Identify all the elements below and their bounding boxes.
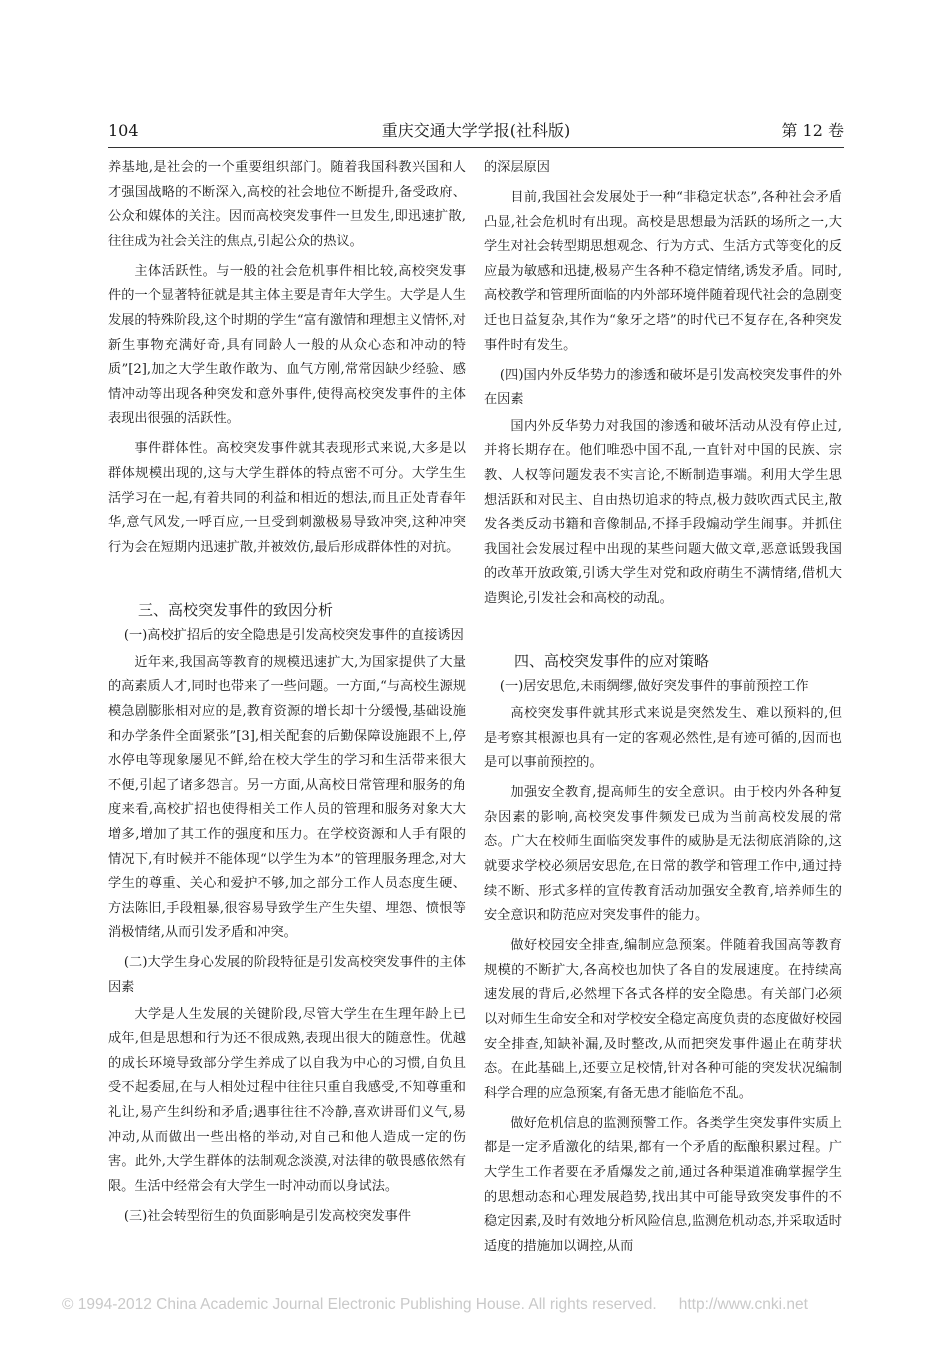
paragraph: 事件群体性。高校突发事件就其表现形式来说,大多是以群体规模出现的,这与大学生群体的特点密不可分。大学生生活学习在一起,有着共同的利益和相近的想法,而且正处青春年华,意气风发,一呼百应,一旦受到刺激极易导致冲突,这种冲突行为会在短期内迅速扩散,并被效仿,最后形成群体性的对抗。 (108, 441, 466, 555)
paragraph: 养基地,是社会的一个重要组织部门。随着我国科教兴国和人才强国战略的不断深入,高校的社会地位不断提升,备受政府、公众和媒体的关注。因而高校突发事件一旦发生,即迅速扩散,往往成为社会关注的焦点,引起公众的热议。 (108, 160, 466, 249)
paragraph: 高校突发事件就其形式来说是突然发生、难以预料的,但是考察其根源也具有一定的客观必然性,是有迹可循的,因而也是可以事前预控的。 (484, 706, 842, 771)
subsection-heading: (三)社会转型衍生的负面影响是引发高校突发事件 (123, 1208, 412, 1224)
journal-title: 重庆交通大学学报(社科版) (381, 121, 571, 140)
paragraph: 目前,我国社会发展处于一种“非稳定状态”,各种社会矛盾凸显,社会危机时有出现。高校是思想最为活跃的场所之一,大学生对社会转型期思想观念、行为方式、生活方式等变化的反应最为敏感和迅捷,极易产生各种不稳定情绪,诱发矛盾。同时,高校教学和管理所面临的内外部环境伴随着现代社会的急剧变迁也日益复杂,其作为“象牙之塔”的时代已不复存在,各种突发事件时有发生。 (484, 189, 842, 353)
running-header (108, 118, 844, 148)
page-number: 104 (108, 121, 139, 140)
spacer (484, 617, 842, 637)
paragraph: 做好校园安全排查,编制应急预案。伴随着我国高等教育规模的不断扩大,各高校也加快了各自的发展速度。在持续高速发展的背后,必然埋下各式各样的安全隐患。有关部门必须以对师生生命安全和对学校安全稳定高度负责的态度做好校园安全排查,知缺补漏,及时整改,从而把突发事件遏止在萌芽状态。在此基础上,还要立足校情,针对各种可能的突发状况编制科学合理的应急预案,有备无患才能临危不乱。 (484, 938, 842, 1101)
paragraph: 国内外反华势力对我国的渗透和破坏活动从没有停止过,并将长期存在。他们唯恐中国不乱,一直针对中国的民族、宗教、人权等问题发表不实言论,不断制造事端。利用大学生思想活跃和对民主、自由热切追求的特点,极力鼓吹西式民主,散发各类反动书籍和音像制品,不择手段煽动学生闹事。并抓住我国社会发展过程中出现的某些问题大做文章,恶意诋毁我国的改革开放政策,引诱大学生对党和政府萌生不满情绪,借机大造舆论,引发社会和高校的动乱。 (484, 418, 842, 606)
left-column (108, 156, 466, 1231)
subsection-heading: (四)国内外反华势力的渗透和破坏是引发高校突发事件的外在因素 (484, 367, 842, 408)
paragraph: 加强安全教育,提高师生的安全意识。由于校内外各种复杂因素的影响,高校突发事件频发已成为当前高校发展的常态。广大在校师生面临突发事件的威胁是无法彻底消除的,这就要求学校必须居安思危,在日常的教学和管理工作中,通过持续不断、形式多样的宣传教育活动加强安全教育,培养师生的安全意识和防范应对突发事件的能力。 (484, 785, 842, 924)
right-column (484, 156, 842, 1265)
section-heading: 四、高校突发事件的应对策略 (514, 651, 710, 670)
copyright-text: © 1994-2012 China Academic Journal Electronic Publishing House. All rights reserved. (62, 1296, 657, 1313)
spacer (108, 566, 466, 586)
paragraph: 的深层原因 (484, 160, 550, 175)
copyright-footer (62, 1296, 882, 1314)
paragraph: 近年来,我国高等教育的规模迅速扩大,为国家提供了大量的高素质人才,同时也带来了一些问题。一方面,“与高校生源规模急剧膨胀相对应的是,教育资源的增长却十分缓慢,基础设施和办学条件全面紧张”[3],相关配套的后勤保障设施跟不上,停水停电等现象屡见不鲜,给在校大学生的学习和生活带来很大不便,引起了诸多怨言。另一方面,从高校日常管理和服务的角度来看,高校扩招也使得相关工作人员的管理和服务对象大大增多,增加了其工作的强度和压力。在学校资源和人手有限的情况下,有时候并不能体现“以学生为本”的管理服务理念,对大学生的尊重、关心和爱护不够,加之部分工作人员态度生硬、方法陈旧,手段粗暴,很容易导致学生产生失望、埋怨、愤恨等消极情绪,从而引发矛盾和冲突。 (108, 654, 466, 941)
paragraph: 做好危机信息的监测预警工作。各类学生突发事件实质上都是一定矛盾激化的结果,都有一个矛盾的酝酿积累过程。广大学生工作者要在矛盾爆发之前,通过各种渠道准确掌握学生的思想动态和心理发展趋势,找出其中可能导致突发事件的不稳定因素,及时有效地分析风险信息,监测危机动态,并采取适时适度的措施加以调控,从而 (484, 1115, 842, 1254)
volume-label: 第 12 卷 (781, 121, 844, 140)
subsection-heading: (一)居安思危,未雨绸缪,做好突发事件的事前预控工作 (499, 679, 809, 695)
cnki-link[interactable]: http://www.cnki.net (678, 1296, 808, 1313)
paragraph: 主体活跃性。与一般的社会危机事件相比较,高校突发事件的一个显著特征就是其主体主要是青年大学生。大学是人生发展的特殊阶段,这个时期的学生“富有激情和理想主义情怀,对新生事物充满好奇,具有同龄人一般的从众心态和冲动的特质”[2],加之大学生敢作敢为、血气方刚,常常因缺少经验、感情冲动等出现各种突发和意外事件,使得高校突发事件的主体表现出很强的活跃性。 (108, 263, 466, 427)
header-rule (108, 147, 844, 148)
section-heading: 三、高校突发事件的致因分析 (138, 600, 334, 619)
subsection-heading: (一)高校扩招后的安全隐患是引发高校突发事件的直接诱因 (123, 628, 464, 644)
paragraph: 大学是人生发展的关键阶段,尽管大学生在生理年龄上已成年,但是思想和行为还不很成熟,表现出很大的随意性。优越的成长环境导致部分学生养成了以自我为中心的习惯,自负且受不起委屈,在与人相处过程中往往只重自我感受,不知尊重和礼让,易产生纠纷和矛盾;遇事往往不冷静,喜欢讲哥们义气,易冲动,从而做出一些出格的举动,对自己和他人造成一定的伤害。此外,大学生群体的法制观念淡漠,对法律的敬畏感依然有限。生活中经常会有大学生一时冲动而以身试法。 (108, 1006, 466, 1194)
subsection-heading: (二)大学生身心发展的阶段特征是引发高校突发事件的主体因素 (108, 955, 466, 995)
